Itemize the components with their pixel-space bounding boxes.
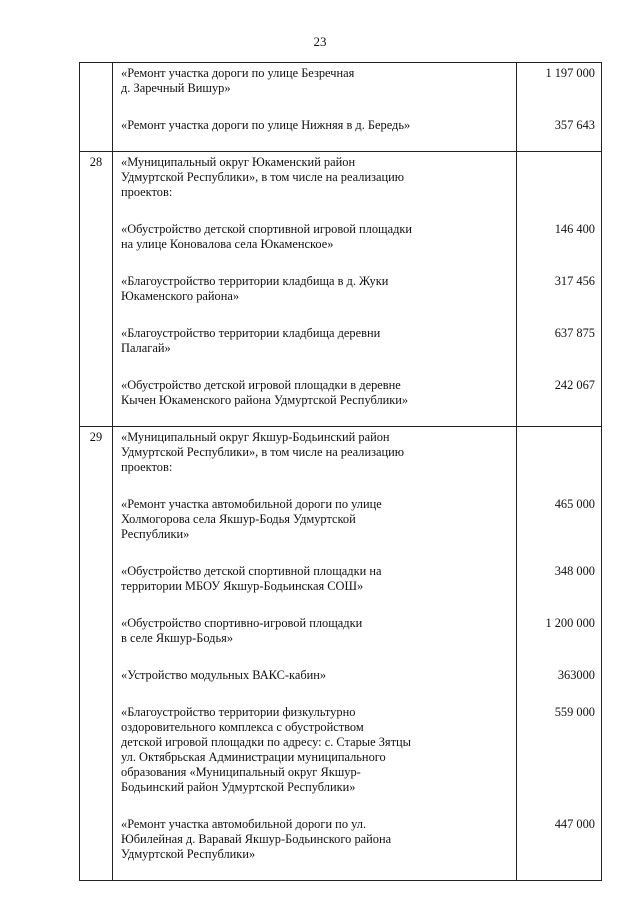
row-number [80,218,112,240]
amount-cell [517,322,602,374]
budget-table [79,62,602,881]
row-number-cell [80,427,113,494]
project-name-cell [113,218,517,270]
row-number-cell [80,664,113,701]
table-row [80,270,602,322]
amount-value: 146 400 [554,222,595,236]
row-number-cell [80,560,113,612]
table-row [80,152,602,219]
project-name-cell [113,493,517,560]
amount-value: 1 200 000 [545,616,595,630]
project-name-cell [113,813,517,881]
amount-value: 637 875 [554,326,595,340]
project-name-cell [113,612,517,664]
project-name-cell [113,114,517,152]
project-name-cell [113,664,517,701]
row-number [80,493,112,515]
table-row [80,114,602,152]
project-name-cell [113,701,517,813]
project-name-cell [113,152,517,219]
row-number [80,813,112,835]
amount-cell [517,664,602,701]
amount-cell [517,270,602,322]
amount-value: 559 000 [554,705,595,719]
amount-cell [517,493,602,560]
table-row [80,612,602,664]
row-number-cell [80,63,113,115]
project-name-line: «Благоустройство территории физкультурно [121,705,356,719]
table-row [80,218,602,270]
row-number-cell [80,218,113,270]
row-number: 29 [89,430,103,444]
row-number-cell [80,374,113,427]
amount-value [517,152,595,173]
project-name-line: «Муниципальный округ Юкаменский район [121,155,356,169]
row-number-cell [80,152,113,219]
table-row [80,664,602,701]
project-name-line: «Обустройство детской игровой площадки в деревне [121,378,401,392]
project-name-line: Республики» [121,527,190,541]
row-number-cell [80,813,113,881]
project-name-line: Юкаменского района» [121,289,240,303]
project-name-line: на улице Коновалова села Юкаменское» [121,237,334,251]
row-number [80,664,112,686]
row-number-cell [80,701,113,813]
project-name-line: Удмуртской Республики», в том числе на реализацию [121,170,404,184]
amount-cell [517,612,602,664]
project-name-line: Бодьинский район Удмуртской Республики» [121,780,356,794]
table-row [80,374,602,427]
amount-cell [517,813,602,881]
row-number-cell [80,493,113,560]
row-number: 28 [89,155,103,169]
project-name-line: Удмуртской Республики», в том числе на реализацию [121,445,404,459]
table-row [80,322,602,374]
row-number [80,114,112,136]
amount-value: 242 067 [554,378,595,392]
table-row [80,63,602,115]
row-number [80,270,112,292]
project-name-line: оздоровительного комплекса с обустройством [121,720,364,734]
amount-cell [517,152,602,219]
project-name-line: Палагай» [121,341,171,355]
project-name-line: «Муниципальный округ Якшур-Бодьинский район [121,430,390,444]
table-row [80,813,602,881]
project-name-line: «Ремонт участка дороги по улице Нижняя в д. Бередь» [121,118,411,132]
project-name-line: «Благоустройство территории кладбища в д. Жуки [121,274,389,288]
table-row [80,493,602,560]
row-number [80,374,112,396]
project-name-line: территории МБОУ Якшур-Бодьинская СОШ» [121,579,364,593]
amount-cell [517,701,602,813]
row-number [80,322,112,344]
project-name-cell [113,427,517,494]
project-name-line: «Обустройство детской спортивной игровой площадки [121,222,413,236]
project-name-line: проектов: [121,185,173,199]
amount-value [517,427,595,448]
project-name-line: «Обустройство детской спортивной площадки на [121,564,382,578]
row-number [80,612,112,634]
project-name-line: ул. Октябрьская Администрации муниципального [121,750,386,764]
project-name-line: «Ремонт участка автомобильной дороги по улице [121,497,382,511]
project-name-line: образования «Муниципальный округ Якшур- [121,765,361,779]
amount-value: 348 000 [554,564,595,578]
amount-cell [517,218,602,270]
amount-cell [517,427,602,494]
project-name-line: д. Заречный Вишур» [121,81,231,95]
row-number-cell [80,612,113,664]
project-name-line: в селе Якшур-Бодья» [121,631,234,645]
page-number: 23 [313,34,327,49]
amount-value: 363000 [557,668,595,682]
project-name-cell [113,63,517,115]
project-name-line: «Благоустройство территории кладбища деревни [121,326,381,340]
row-number [80,701,112,723]
row-number-cell [80,114,113,152]
project-name-line: Холмогорова села Якшур-Бодья Удмуртской [121,512,356,526]
row-number-cell [80,270,113,322]
project-name-line: Юбилейная д. Варавай Якшур-Бодьинского района [121,832,392,846]
amount-cell [517,114,602,152]
row-number [80,560,112,582]
amount-value: 447 000 [554,817,595,831]
project-name-cell [113,322,517,374]
amount-value: 357 643 [554,118,595,132]
project-name-line: детской игровой площадки по адресу: с. Старые Зятцы [121,735,411,749]
row-number [80,63,112,84]
project-name-cell [113,270,517,322]
project-name-line: «Обустройство спортивно-игровой площадки [121,616,363,630]
project-name-line: Кычен Юкаменского района Удмуртской Республики» [121,393,409,407]
amount-cell [517,63,602,115]
project-name-line: проектов: [121,460,173,474]
table-row [80,427,602,494]
amount-value: 465 000 [554,497,595,511]
amount-cell [517,374,602,427]
amount-value: 1 197 000 [545,66,595,80]
project-name-line: «Ремонт участка автомобильной дороги по ул. [121,817,367,831]
project-name-line: «Ремонт участка дороги по улице Безречная [121,66,355,80]
table-row [80,701,602,813]
amount-value: 317 456 [554,274,595,288]
project-name-line: «Устройство модульных ВАКС-кабин» [121,668,327,682]
project-name-cell [113,560,517,612]
row-number-cell [80,322,113,374]
table-row [80,560,602,612]
project-name-cell [113,374,517,427]
project-name-line: Удмуртской Республики» [121,847,256,861]
amount-cell [517,560,602,612]
